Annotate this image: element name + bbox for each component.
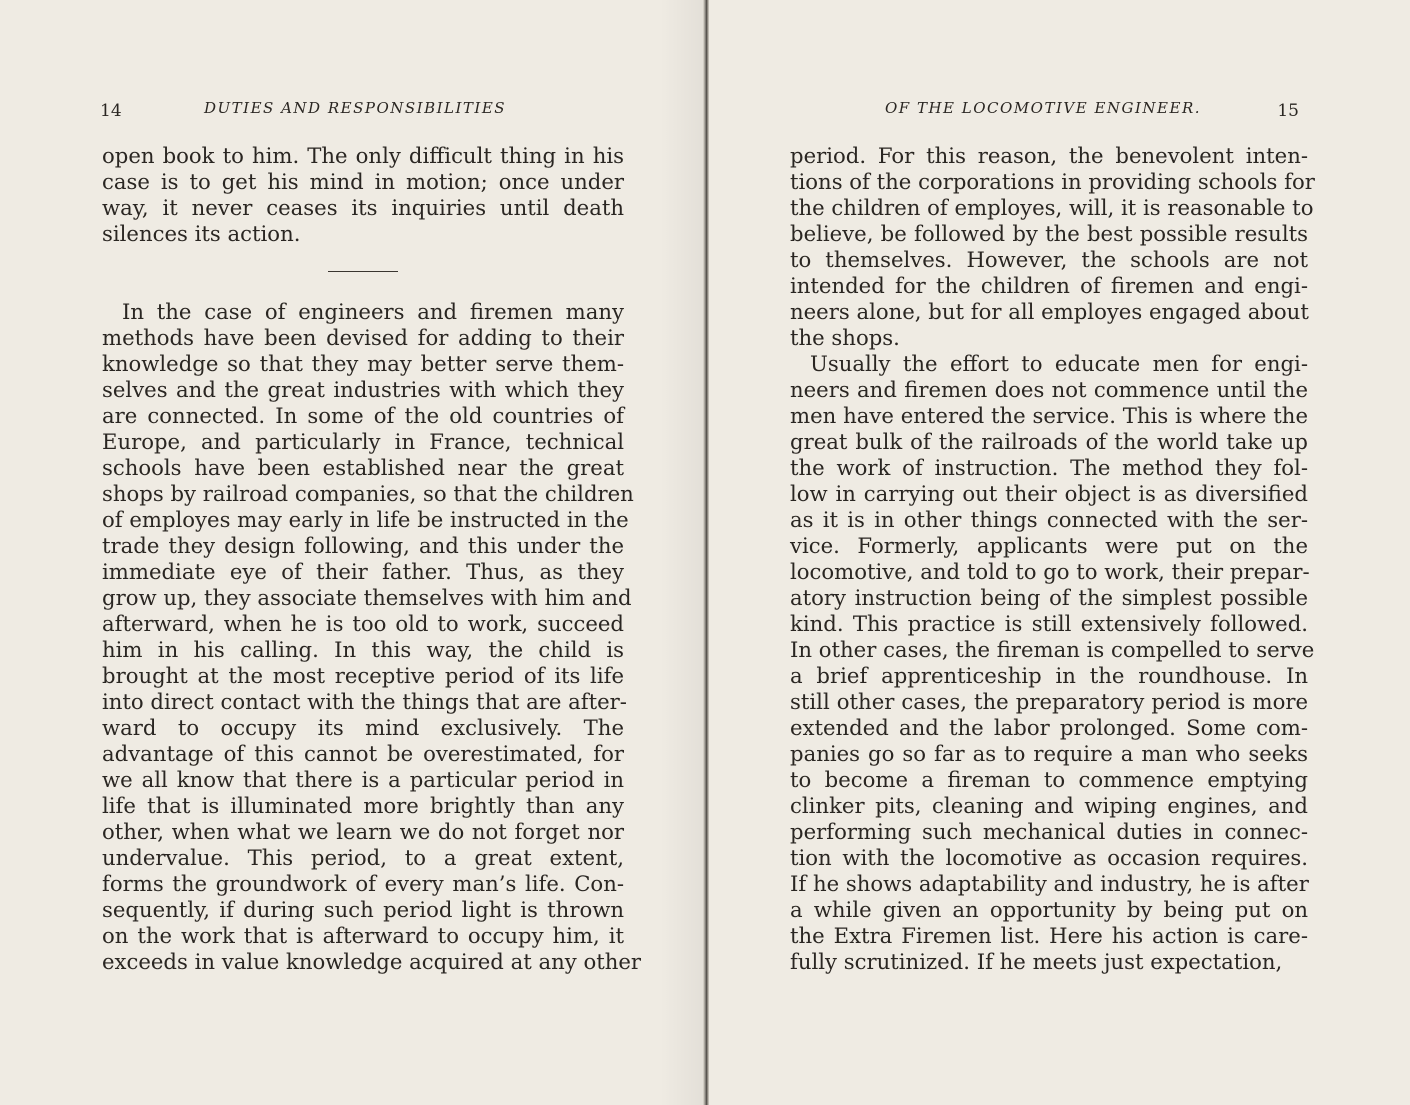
left-paragraph-1 [102,143,624,247]
text-line: trade they design following, and this under the [102,533,624,558]
right-paragraph-1 [790,143,1315,351]
section-divider [328,271,398,272]
text-line: to themselves. However, the schools are not [790,247,1308,272]
right-page [709,0,1410,1105]
text-line: In the case of engineers and firemen many [122,299,624,324]
right-page-number: 15 [1277,101,1299,121]
text-line: life that is illuminated more brightly than any [102,793,624,818]
text-line: other, when what we learn we do not forget nor [102,819,624,844]
text-line: the children of employes, will, it is reasonable to [790,195,1314,220]
text-line: performing such mechanical duties in connec- [790,819,1308,844]
text-line: selves and the great industries with which they [102,377,624,402]
text-line: clinker pits, cleaning and wiping engines, and [790,793,1308,818]
left-running-header [100,99,630,125]
right-paragraph-2 [790,351,1315,975]
text-line: tion with the locomotive as occasion requires. [790,845,1308,870]
text-line: schools have been established near the great [102,455,624,480]
text-line: silences its action. [102,221,301,246]
text-line: as it is in other things connected with the ser- [790,507,1308,532]
text-line: period. For this reason, the benevolent inten- [790,143,1308,168]
text-line: men have entered the service. This is where the [790,403,1308,428]
text-line: to become a fireman to commence emptying [790,767,1308,792]
text-line: If he shows adaptability and industry, he is after [790,871,1309,896]
text-line: immediate eye of their father. Thus, as they [102,559,624,584]
text-line: on the work that is afterward to occupy him, it [102,923,624,948]
text-line: Europe, and particularly in France, technical [102,429,624,454]
text-line: fully scrutinized. If he meets just expectation, [790,949,1283,974]
left-page-number: 14 [100,101,122,121]
text-line: the Extra Firemen list. Here his action is care- [790,923,1308,948]
text-line: the work of instruction. The method they fol- [790,455,1308,480]
text-line: case is to get his mind in motion; once under [102,169,624,194]
text-line: still other cases, the preparatory period is more [790,689,1308,714]
text-line: extended and the labor prolonged. Some com- [790,715,1308,740]
text-line: believe, be followed by the best possible results [790,221,1308,246]
text-line: methods have been devised for adding to their [102,325,624,350]
text-line: tions of the corporations in providing schools for [790,169,1315,194]
text-line: grow up, they associate themselves with him and [102,585,632,610]
text-line: neers and firemen does not commence until the [790,377,1308,402]
text-line: undervalue. This period, to a great extent, [102,845,624,870]
text-line: afterward, when he is too old to work, succeed [102,611,624,636]
text-line: into direct contact with the things that are after- [102,689,627,714]
text-line: shops by railroad companies, so that the children [102,481,634,506]
text-line: advantage of this cannot be overestimated, for [102,741,624,766]
text-line: neers alone, but for all employes engaged about [790,299,1309,324]
text-line: ward to occupy its mind exclusively. The [102,715,624,740]
text-line: In other cases, the fireman is compelled to serve [790,637,1315,662]
text-line: panies go so far as to require a man who seeks [790,741,1308,766]
text-line: a while given an opportunity by being put on [790,897,1308,922]
text-line: brought at the most receptive period of its life [102,663,624,688]
text-line: open book to him. The only difficult thing in his [102,143,624,168]
left-running-head-title: DUTIES AND RESPONSIBILITIES [204,99,507,117]
text-line: vice. Formerly, applicants were put on the [790,533,1308,558]
text-line: of employes may early in life be instructed in the [102,507,629,532]
right-running-header [789,99,1309,125]
text-line: atory instruction being of the simplest possible [790,585,1308,610]
text-line: exceeds in value knowledge acquired at any other [102,949,642,974]
text-line: forms the groundwork of every man’s life. Con- [102,871,624,896]
text-line: a brief apprenticeship in the roundhouse. In [790,663,1308,688]
right-running-head-title: OF THE LOCOMOTIVE ENGINEER. [885,99,1202,117]
text-line: him in his calling. In this way, the child is [102,637,624,662]
text-line: sequently, if during such period light is thrown [102,897,624,922]
text-line: kind. This practice is still extensively followed. [790,611,1308,636]
text-line: Usually the effort to educate men for engi- [810,351,1308,376]
text-line: intended for the children of firemen and engi- [790,273,1308,298]
text-line: knowledge so that they may better serve them- [102,351,624,376]
text-line: great bulk of the railroads of the world take up [790,429,1308,454]
text-line: are connected. In some of the old countries of [102,403,624,428]
gutter-shadow-left [660,0,704,1105]
text-line: the shops. [790,325,900,350]
text-line: way, it never ceases its inquiries until death [102,195,624,220]
text-line: we all know that there is a particular period in [102,767,624,792]
left-paragraph-2 [102,299,642,975]
text-line: low in carrying out their object is as diversified [790,481,1308,506]
text-line: locomotive, and told to go to work, their prepar- [790,559,1310,584]
